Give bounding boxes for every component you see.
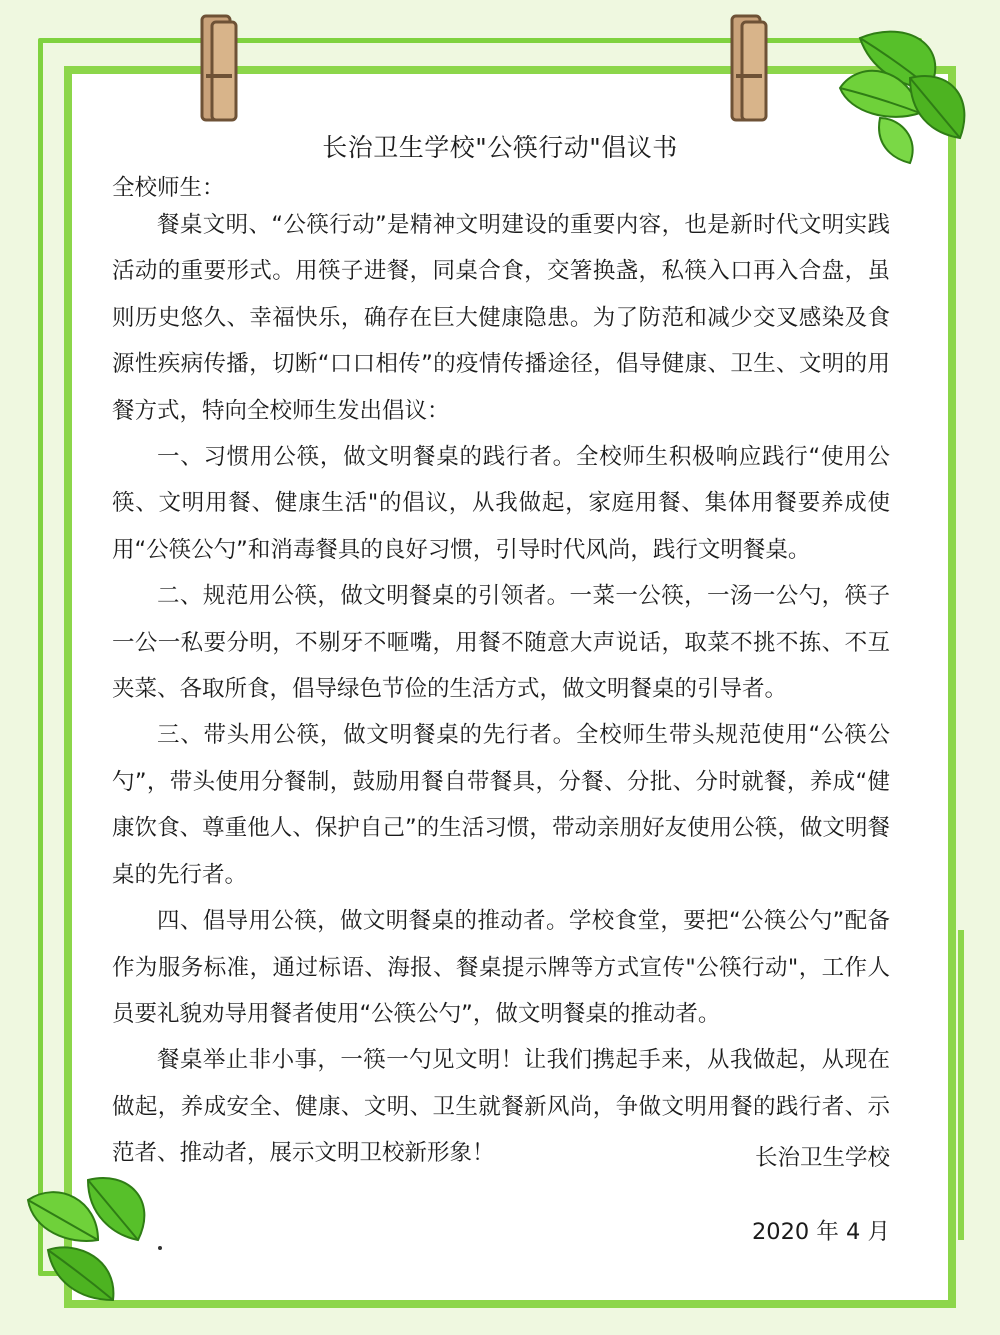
clip-left-icon <box>198 14 238 122</box>
letter-body <box>112 202 890 1177</box>
paragraph-intro: 餐桌文明、“公筷行动”是精神文明建设的重要内容，也是新时代文明实践活动的重要形式。用筷子进餐，同桌合食，交箸换盏，私筷入口再入合盘，虽则历史悠久、幸福快乐，确存在巨大健康隐患。为了防范和减少交叉感染及食源性疾病传播，切断“口口相传”的疫情传播途径，倡导健康、卫生、文明的用餐方式，特向全校师生发出倡议： <box>112 212 890 424</box>
letter-greeting: 全校师生： <box>112 175 225 201</box>
frame-accent-strip <box>958 930 964 1240</box>
paragraph-one: 一、习惯用公筷，做文明餐桌的践行者。全校师生积极响应践行“使用公筷、文明用餐、健康生活"的倡议，从我做起，家庭用餐、集体用餐要养成使用“公筷公勺”和消毒餐具的良好习惯，引导时代风尚，践行文明餐桌。 <box>112 444 890 563</box>
letter-date: 2020 年 4 月 <box>751 1219 890 1245</box>
clip-right-icon <box>728 14 768 122</box>
letter-title: 长治卫生学校"公筷行动"倡议书 <box>322 133 678 162</box>
paragraph-three: 三、带头用公筷，做文明餐桌的先行者。全校师生带头规范使用“公筷公勺”，带头使用分餐制，鼓励用餐自带餐具，分餐、分批、分时就餐，养成“健康饮食、尊重他人、保护自己”的生活习惯，带动亲朋好友使用公筷，做文明餐桌的先行者。 <box>112 722 890 888</box>
paragraph-four: 四、倡导用公筷，做文明餐桌的推动者。学校食堂，要把“公筷公勺”配备作为服务标准，通过标语、海报、餐桌提示牌等方式宣传"公筷行动"，工作人员要礼貌劝导用餐者使用“公筷公勺”，做文明餐桌的推动者。 <box>112 908 890 1027</box>
letter-signature: 长治卫生学校 <box>754 1145 890 1171</box>
leaf-cluster-bottom-left-icon <box>18 1160 168 1310</box>
paragraph-two: 二、规范用公筷，做文明餐桌的引领者。一菜一公筷，一汤一公勺，筷子一公一私要分明，不剔牙不咂嘴，用餐不随意大声说话，取菜不挑不拣、不互夹菜、各取所食，倡导绿色节俭的生活方式，做文明餐桌的引导者。 <box>112 583 890 703</box>
stray-dot <box>158 1246 162 1250</box>
paragraph-closing: 餐桌举止非小事，一筷一勺见文明！让我们携起手来，从我做起，从现在做起，养成安全、健康、文明、卫生就餐新风尚，争做文明用餐的践行者、示范者、推动者，展示文明卫校新形象！ <box>112 1047 890 1167</box>
